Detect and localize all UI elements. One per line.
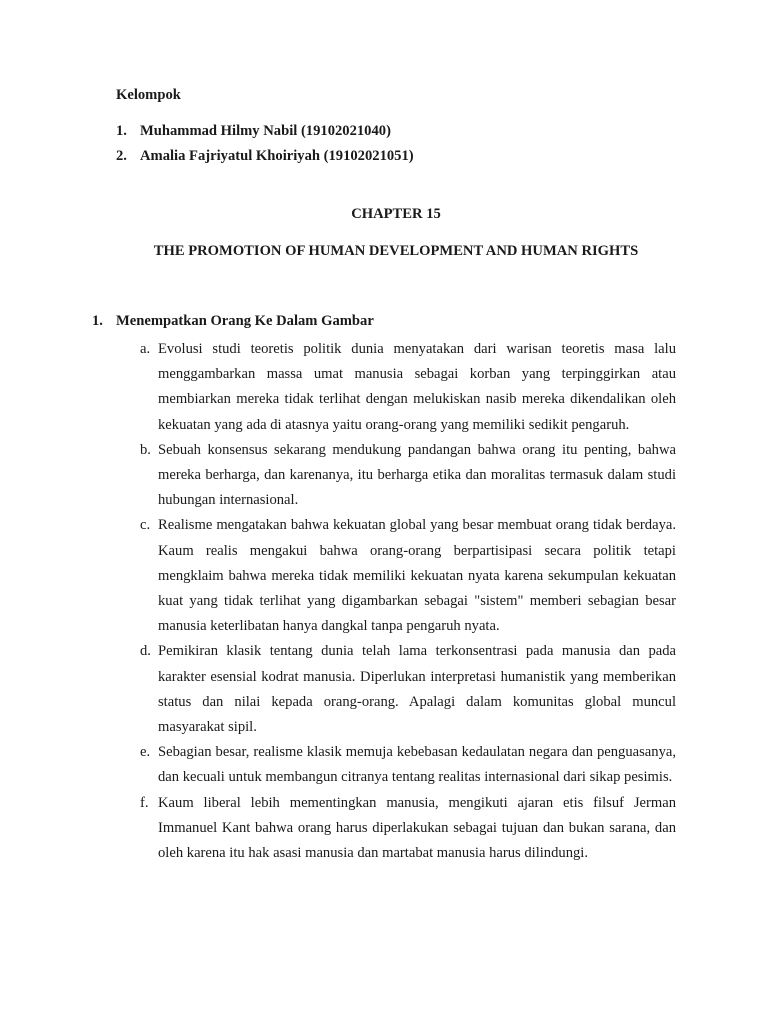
point-item (140, 639, 676, 740)
member-item (116, 122, 414, 147)
point-item (140, 438, 676, 514)
section-heading (92, 312, 676, 337)
point-text: Pemikiran klasik tentang dunia telah lama terkonsentrasi pada manusia dan pada karakter esensial kodrat manusia. Diperlukan interpretasi humanistik yang memberikan status dan nilai kepada orang-orang. Apalagi dalam komunitas global muncul masyarakat sipil. (158, 643, 676, 736)
member-name: Muhammad Hilmy Nabil (19102021040) (140, 123, 391, 139)
point-marker: e. (140, 744, 151, 761)
point-list (92, 337, 676, 866)
point-marker: c. (140, 517, 151, 534)
point-text: Kaum liberal lebih mementingkan manusia, mengikuti ajaran etis filsuf Jerman Immanuel Kant bahwa orang harus diperlakukan sebagai tujuan dan bukan sarana, dan oleh karena itu hak asasi manusia dan martabat manusia harus dilindungi. (158, 794, 676, 862)
point-item (140, 513, 676, 639)
point-marker: a. (140, 341, 151, 357)
member-number: 2. (116, 148, 127, 164)
point-text: Sebagian besar, realisme klasik memuja kebebasan kedaulatan negara dan penguasanya, dan kecuali untuk membangun citranya tentang realitas internasional dari sikap pesimis. (158, 744, 676, 786)
member-item (116, 147, 414, 172)
chapter-title: CHAPTER 15 (351, 206, 441, 222)
member-list (116, 122, 414, 172)
section (92, 312, 676, 866)
point-marker: b. (140, 441, 151, 458)
member-number: 1. (116, 123, 127, 139)
member-name: Amalia Fajriyatul Khoiriyah (19102021051) (140, 148, 414, 164)
point-item (140, 740, 676, 790)
point-text: Evolusi studi teoretis politik dunia menyatakan dari warisan teoretis masa lalu menggambarkan massa umat manusia sebagai korban yang terpinggirkan atau membiarkan mereka tidak terlihat dengan melukiskan nasib mereka dikendalikan oleh kekuatan yang ada di atasnya yaitu orang-orang yang memiliki sedikit pengaruh. (158, 341, 676, 433)
group-label: Kelompok (116, 87, 181, 103)
section-heading-text: Menempatkan Orang Ke Dalam Gambar (116, 313, 374, 329)
chapter-subtitle: THE PROMOTION OF HUMAN DEVELOPMENT AND HUMAN RIGHTS (153, 243, 639, 259)
point-item (140, 791, 676, 867)
point-marker: f. (140, 794, 149, 811)
section-number: 1. (92, 313, 103, 329)
point-text: Sebuah konsensus sekarang mendukung pandangan bahwa orang itu penting, bahwa mereka berharga, dan karenanya, itu berharga etika dan moralitas termasuk dalam studi hubungan internasional. (158, 441, 676, 509)
point-marker: d. (140, 643, 151, 660)
point-item (140, 337, 676, 438)
point-text: Realisme mengatakan bahwa kekuatan global yang besar membuat orang tidak berdaya. Kaum realis mengakui bahwa orang-orang berpartisipasi secara politik tetapi mengklaim bahwa mereka tidak memiliki kekuatan nyata karena sekumpulan kekuatan kuat yang tidak terlihat yang digambarkan sebagai "sistem" memberi sebagian besar manusia keterlibatan hanya dangkal tanpa pengaruh nyata. (158, 517, 676, 635)
